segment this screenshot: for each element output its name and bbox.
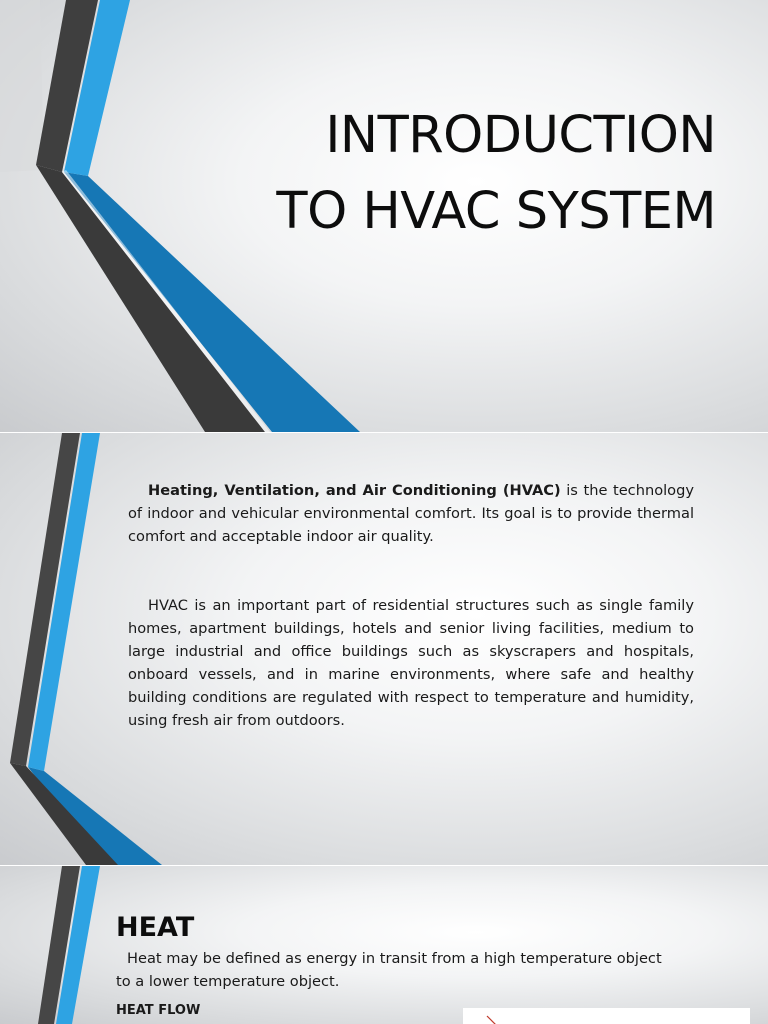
- deco-gray-lower-band: [36, 165, 265, 432]
- hvac-term: Heating, Ventilation, and Air Conditioning (HVAC): [148, 482, 561, 499]
- hvac-applications-paragraph: HVAC is an important part of residential structures such as single family homes, apartment buildings, hotels and senior living facilities, medium to large industrial and office buildings such as skyscrapers and hospitals, onboard vessels, and in marine environments, where safe and healthy building conditions are regulated with respect to temperature and humidity, using fresh air from outdoors.: [128, 597, 694, 729]
- heat-flow-diagram: [463, 1008, 750, 1024]
- heat-flow-heading: HEAT FLOW: [116, 1003, 201, 1018]
- title-line-1: INTRODUCTION: [325, 106, 716, 165]
- hvac-definition-paragraph: [128, 479, 694, 548]
- heat-definition: Heat may be defined as energy in transit from a high temperature object to a lower temperature object.: [116, 950, 662, 990]
- slide-title: [276, 98, 716, 250]
- title-line-2: TO HVAC SYSTEM: [276, 182, 716, 241]
- deco-gray-lower-band: [10, 763, 118, 865]
- heat-heading: HEAT: [116, 912, 195, 943]
- definition-slide: [0, 433, 768, 865]
- heat-flow-arrow: [487, 1016, 497, 1024]
- slide-decoration: [0, 866, 768, 1024]
- heat-flow-figure: [463, 1008, 750, 1024]
- title-slide: [0, 0, 768, 432]
- heat-slide: [0, 866, 768, 1024]
- hvac-definition-text: is the technology of indoor and vehicular environmental comfort. Its goal is to provide thermal comfort and acceptable indoor air quality.: [128, 482, 695, 545]
